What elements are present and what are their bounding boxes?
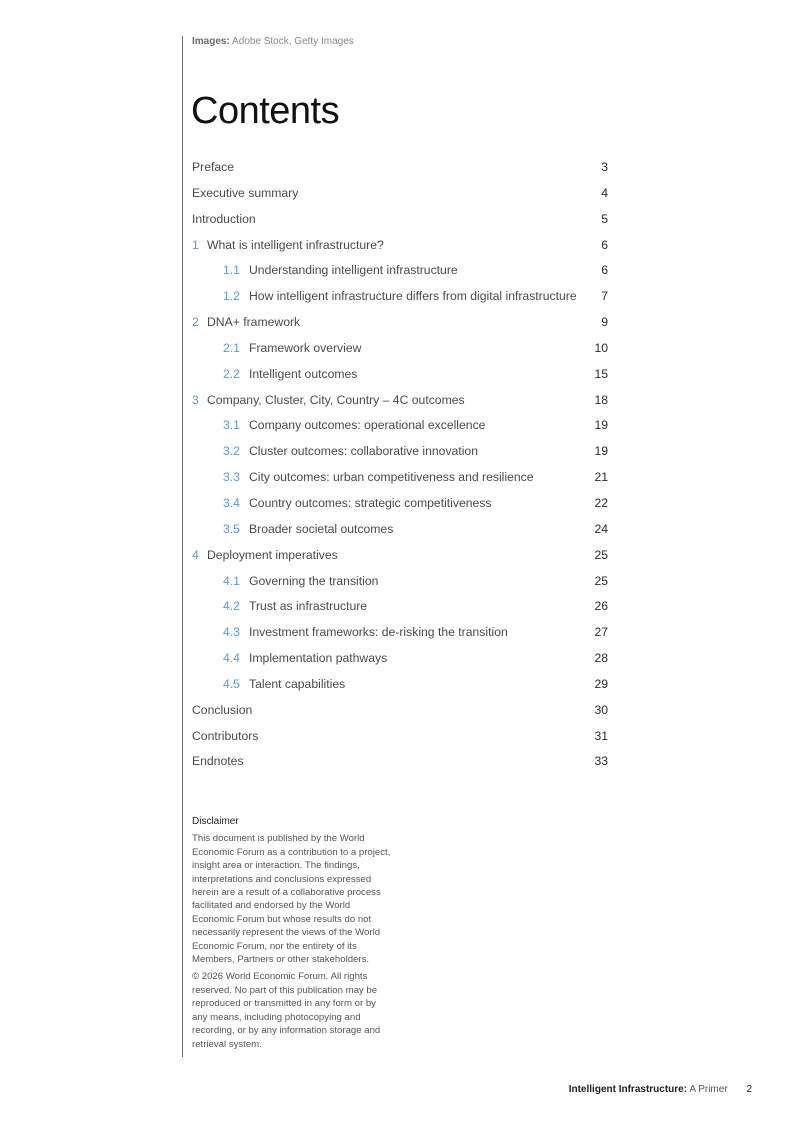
disclaimer	[192, 815, 392, 1051]
toc-entry-title: How intelligent infrastructure differs from digital infrastructure	[249, 289, 577, 304]
toc-page-number: 25	[594, 573, 608, 588]
page-number: 2	[746, 1084, 752, 1095]
toc-page-number: 25	[594, 547, 608, 562]
toc-entry[interactable]	[192, 284, 608, 310]
toc-entry-title: Intelligent outcomes	[249, 366, 358, 381]
toc-page-number: 22	[594, 495, 608, 510]
toc-entry-title: Investment frameworks: de-risking the transition	[249, 625, 508, 640]
toc-entry-title: Understanding intelligent infrastructure	[249, 263, 458, 278]
toc-section-number: 2.1	[223, 340, 240, 355]
toc-entry-title: Introduction	[192, 211, 256, 226]
toc-section-number: 2.2	[223, 366, 240, 381]
toc-entry[interactable]	[192, 491, 608, 517]
toc-entry-title: Trust as infrastructure	[249, 599, 368, 614]
toc-page-number: 9	[601, 315, 608, 330]
toc-entry[interactable]	[192, 517, 608, 543]
toc-entry[interactable]	[192, 181, 608, 207]
toc-section-number: 4.2	[223, 599, 240, 614]
toc-section-number: 4.1	[223, 573, 240, 588]
toc-page-number: 6	[601, 237, 608, 252]
footer-title: Intelligent Infrastructure:	[568, 1084, 688, 1095]
toc-entry[interactable]	[192, 465, 608, 491]
toc-entry[interactable]	[192, 336, 608, 362]
toc-page-number: 19	[594, 444, 608, 459]
toc-entry[interactable]	[192, 388, 608, 414]
toc-entry-title: Preface	[192, 160, 235, 174]
toc-section-number: 1.2	[223, 289, 240, 304]
toc-page-number: 31	[594, 728, 608, 743]
toc-page-number: 26	[594, 599, 608, 614]
toc-entry-title: Implementation pathways	[249, 651, 388, 666]
toc-section-number: 3.2	[223, 444, 240, 459]
toc-page-number: 33	[594, 754, 608, 769]
toc-entry-title: Executive summary	[192, 185, 299, 200]
toc-page-number: 19	[594, 418, 608, 433]
toc-entry-title: Talent capabilities	[249, 676, 346, 691]
footer-subtitle: A Primer	[689, 1084, 728, 1095]
toc-section-number: 4.3	[223, 625, 240, 640]
toc-entry-title: Governing the transition	[249, 573, 379, 588]
toc-page-number: 30	[594, 702, 608, 717]
toc-entry[interactable]	[192, 362, 608, 388]
toc-entry-title: Deployment imperatives	[207, 547, 338, 562]
toc-entry[interactable]	[192, 620, 608, 646]
toc-entry[interactable]	[192, 439, 608, 465]
toc-entry-title: Broader societal outcomes	[249, 521, 394, 536]
copyright-notice: © 2026 World Economic Forum. All rights reserved. No part of this publication may be reproduced or transmitted in any form or by any means, including photocopying and recording, or by any information storage and retrieval system.	[192, 971, 381, 1050]
toc-entry[interactable]	[192, 543, 608, 569]
toc-section-number: 3.3	[223, 470, 240, 485]
toc-page-number: 3	[601, 160, 608, 174]
toc-entry-title: Endnotes	[192, 754, 244, 769]
disclaimer-body: This document is published by the World Economic Forum as a contribution to a project, insight area or interaction. The findings, interpretations and conclusions expressed herein are a result of a collaborative process facilitated and endorsed by the World Economic Forum but whose results do not necessarily represent the views of the World Economic Forum, nor the entirety of its Members, Partners or other stakeholders.	[192, 833, 391, 966]
toc-entry[interactable]	[192, 698, 608, 724]
toc-section-number: 3.5	[223, 521, 240, 536]
toc-entry[interactable]	[192, 258, 608, 284]
page-footer	[569, 1084, 752, 1095]
toc-entry[interactable]	[192, 310, 608, 336]
image-credits-text: Adobe Stock, Getty Images	[232, 36, 354, 47]
toc-entry[interactable]	[192, 594, 608, 620]
toc-section-number: 3.1	[223, 418, 240, 433]
toc-page-number: 18	[594, 392, 608, 407]
vertical-rule	[182, 36, 183, 1057]
disclaimer-heading: Disclaimer	[192, 816, 239, 827]
image-credits	[192, 36, 354, 47]
toc-section-number: 3.4	[223, 495, 240, 510]
toc-entry[interactable]	[192, 413, 608, 439]
toc-page-number: 4	[601, 185, 608, 200]
toc-entry[interactable]	[192, 724, 608, 750]
table-of-contents	[192, 155, 608, 775]
toc-page-number: 24	[594, 521, 608, 536]
toc-entry[interactable]	[192, 749, 608, 775]
toc-entry[interactable]	[192, 207, 608, 233]
toc-section-number: 2	[192, 315, 199, 330]
image-credits-label: Images:	[192, 36, 230, 47]
toc-section-number: 4	[192, 547, 199, 562]
toc-entry-title: Company, Cluster, City, Country – 4C outcomes	[207, 392, 465, 407]
toc-entry-title: Company outcomes: operational excellence	[249, 418, 486, 433]
toc-entry-title: Cluster outcomes: collaborative innovation	[249, 444, 478, 459]
toc-page-number: 5	[601, 211, 608, 226]
toc-page-number: 10	[594, 340, 608, 355]
toc-section-number: 4.4	[223, 651, 240, 666]
toc-section-number: 4.5	[223, 676, 240, 691]
toc-entry-title: Country outcomes: strategic competitiveness	[249, 495, 492, 510]
toc-entry-title: Conclusion	[192, 702, 253, 717]
toc-entry[interactable]	[192, 233, 608, 259]
toc-page-number: 27	[594, 625, 608, 640]
toc-entry-title: Contributors	[192, 728, 259, 743]
toc-page-number: 6	[601, 263, 608, 278]
toc-entry[interactable]	[192, 155, 608, 181]
toc-entry-title: Framework overview	[249, 340, 362, 355]
toc-section-number: 1	[192, 237, 199, 252]
toc-section-number: 1.1	[223, 263, 240, 278]
toc-page-number: 21	[594, 470, 608, 485]
toc-entry-title: What is intelligent infrastructure?	[207, 237, 384, 252]
toc-page-number: 7	[601, 289, 608, 304]
toc-section-number: 3	[192, 392, 199, 407]
toc-entry[interactable]	[192, 569, 608, 595]
toc-entry[interactable]	[192, 646, 608, 672]
toc-page-number: 29	[594, 676, 608, 691]
toc-entry-title: City outcomes: urban competitiveness and resilience	[249, 470, 534, 485]
page-title: Contents	[191, 90, 340, 132]
toc-entry-title: DNA+ framework	[207, 315, 301, 330]
toc-entry[interactable]	[192, 672, 608, 698]
toc-page-number: 15	[594, 366, 608, 381]
toc-page-number: 28	[594, 651, 608, 666]
